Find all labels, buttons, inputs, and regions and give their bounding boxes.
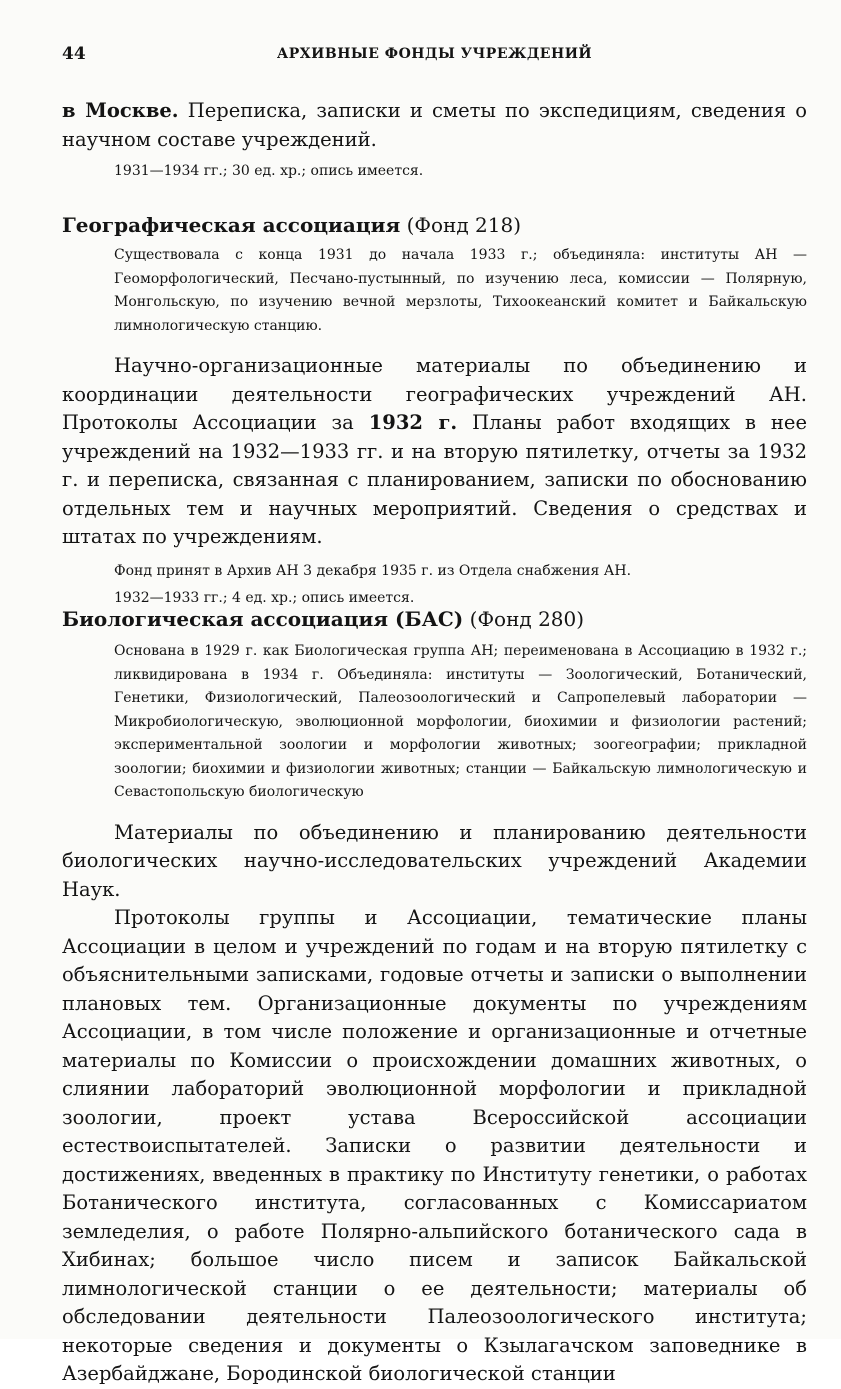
geo-content-part2: Планы работ входящих в нее учреждений на 1932—1933 гг. и на вторую пятилетку, отчеты за 1932 г. и переписка, связанная с планированием, записки по обоснованию отдельных тем и научных мероприятий. Сведения о средствах и штатах по учреждениям. bbox=[62, 411, 807, 548]
geo-content bbox=[62, 352, 807, 552]
geo-history: Существовала с конца 1931 до начала 1933 г.; объединяла: институты АН — Геоморфологический, Песчано-пустынный, по изучению леса, комиссии — Полярную, Монгольскую, по изучению вечной мерзлоты, Тихоокеанский комитет и Байкальскую лимнологическую станцию. bbox=[114, 247, 807, 334]
running-title: АРХИВНЫЕ ФОНДЫ УЧРЕЖДЕНИЙ bbox=[276, 46, 593, 62]
geo-accession: Фонд принят в Архив АН 3 декабря 1935 г. из Отдела снабжения АН. bbox=[114, 562, 632, 579]
geo-content-part1: Научно-организационные материалы по объединению и координации деятельности географических учреждений АН. Протоколы Ассоциации за bbox=[62, 354, 807, 434]
geo-section bbox=[62, 210, 807, 612]
bio-heading-name: Биологическая ассоциация (БАС) bbox=[62, 607, 464, 631]
intro-text-bold: в Москве. bbox=[62, 99, 179, 122]
intro-dates: 1931—1934 гг.; 30 ед. хр.; опись имеется. bbox=[114, 163, 424, 179]
bio-section bbox=[62, 604, 807, 1389]
bio-heading-fond: (Фонд 280) bbox=[463, 607, 585, 631]
bio-heading bbox=[62, 604, 807, 634]
intro-text-rest: Переписка, записки и сметы по экспедициям, сведения о научном составе учреждений. bbox=[62, 99, 807, 151]
intro-text bbox=[62, 97, 807, 154]
intro-block bbox=[62, 97, 807, 185]
geo-dates: 1932—1933 гг.; 4 ед. хр.; опись имеется. bbox=[114, 589, 415, 606]
geo-heading-fond: (Фонд 218) bbox=[400, 213, 522, 237]
bio-para-2: Протоколы группы и Ассоциации, тематические планы Ассоциации в целом и учреждений по годам и на вторую пятилетку с объяснительными записками, годовые отчеты и записки о выполнении плановых тем. Организационные документы по учреждениям Ассоциации, в том числе положение и организационные и отчетные материалы по Комиссии о происхождении домашних животных, о слиянии лабораторий эволюционной морфологии и прикладной зоологии, проект устава Всероссийской ассоциации естествоиспытателей. Записки о развитии деятельности и достижениях, введенных в практику по Институту генетики, о работах Ботанического института, согласованных с Комиссариатом земледелия, о работе Полярно-альпийского ботанического сада в Хибинах; большое число писем и записок Байкальской лимнологической станции о ее деятельности; материалы об обследовании деятельности Палеозоологического института; некоторые сведения и документы о Кзылагачском заповеднике в Азербайджане, Бородинской биологической станции bbox=[62, 906, 807, 1385]
page-number: 44 bbox=[62, 44, 86, 64]
geo-content-year: 1932 г. bbox=[368, 411, 458, 434]
bio-para-1: Материалы по объединению и планированию деятельности биологических научно-исследовательских учреждений Академии Наук. bbox=[62, 820, 807, 901]
bio-history: Основана в 1929 г. как Биологическая группа АН; переименована в Ассоциацию в 1932 г.; ликвидирована в 1934 г. Объединяла: институты — Зоологический, Ботанический, Генетики, Физиологический, Палеозоологический и Сапропелевый лаборатории — Микробиологическую, эволюционной морфологии, биохимии и физиологии растений; экспериментальной зоологии и морфологии животных; зоогеографии; прикладной зоологии; биохимии и физиологии животных; станции — Байкальскую лимнологическую и Севастопольскую биологическую bbox=[114, 643, 807, 800]
geo-heading bbox=[62, 210, 807, 240]
page-header bbox=[62, 44, 807, 70]
geo-heading-name: Географическая ассоциация bbox=[62, 213, 401, 237]
